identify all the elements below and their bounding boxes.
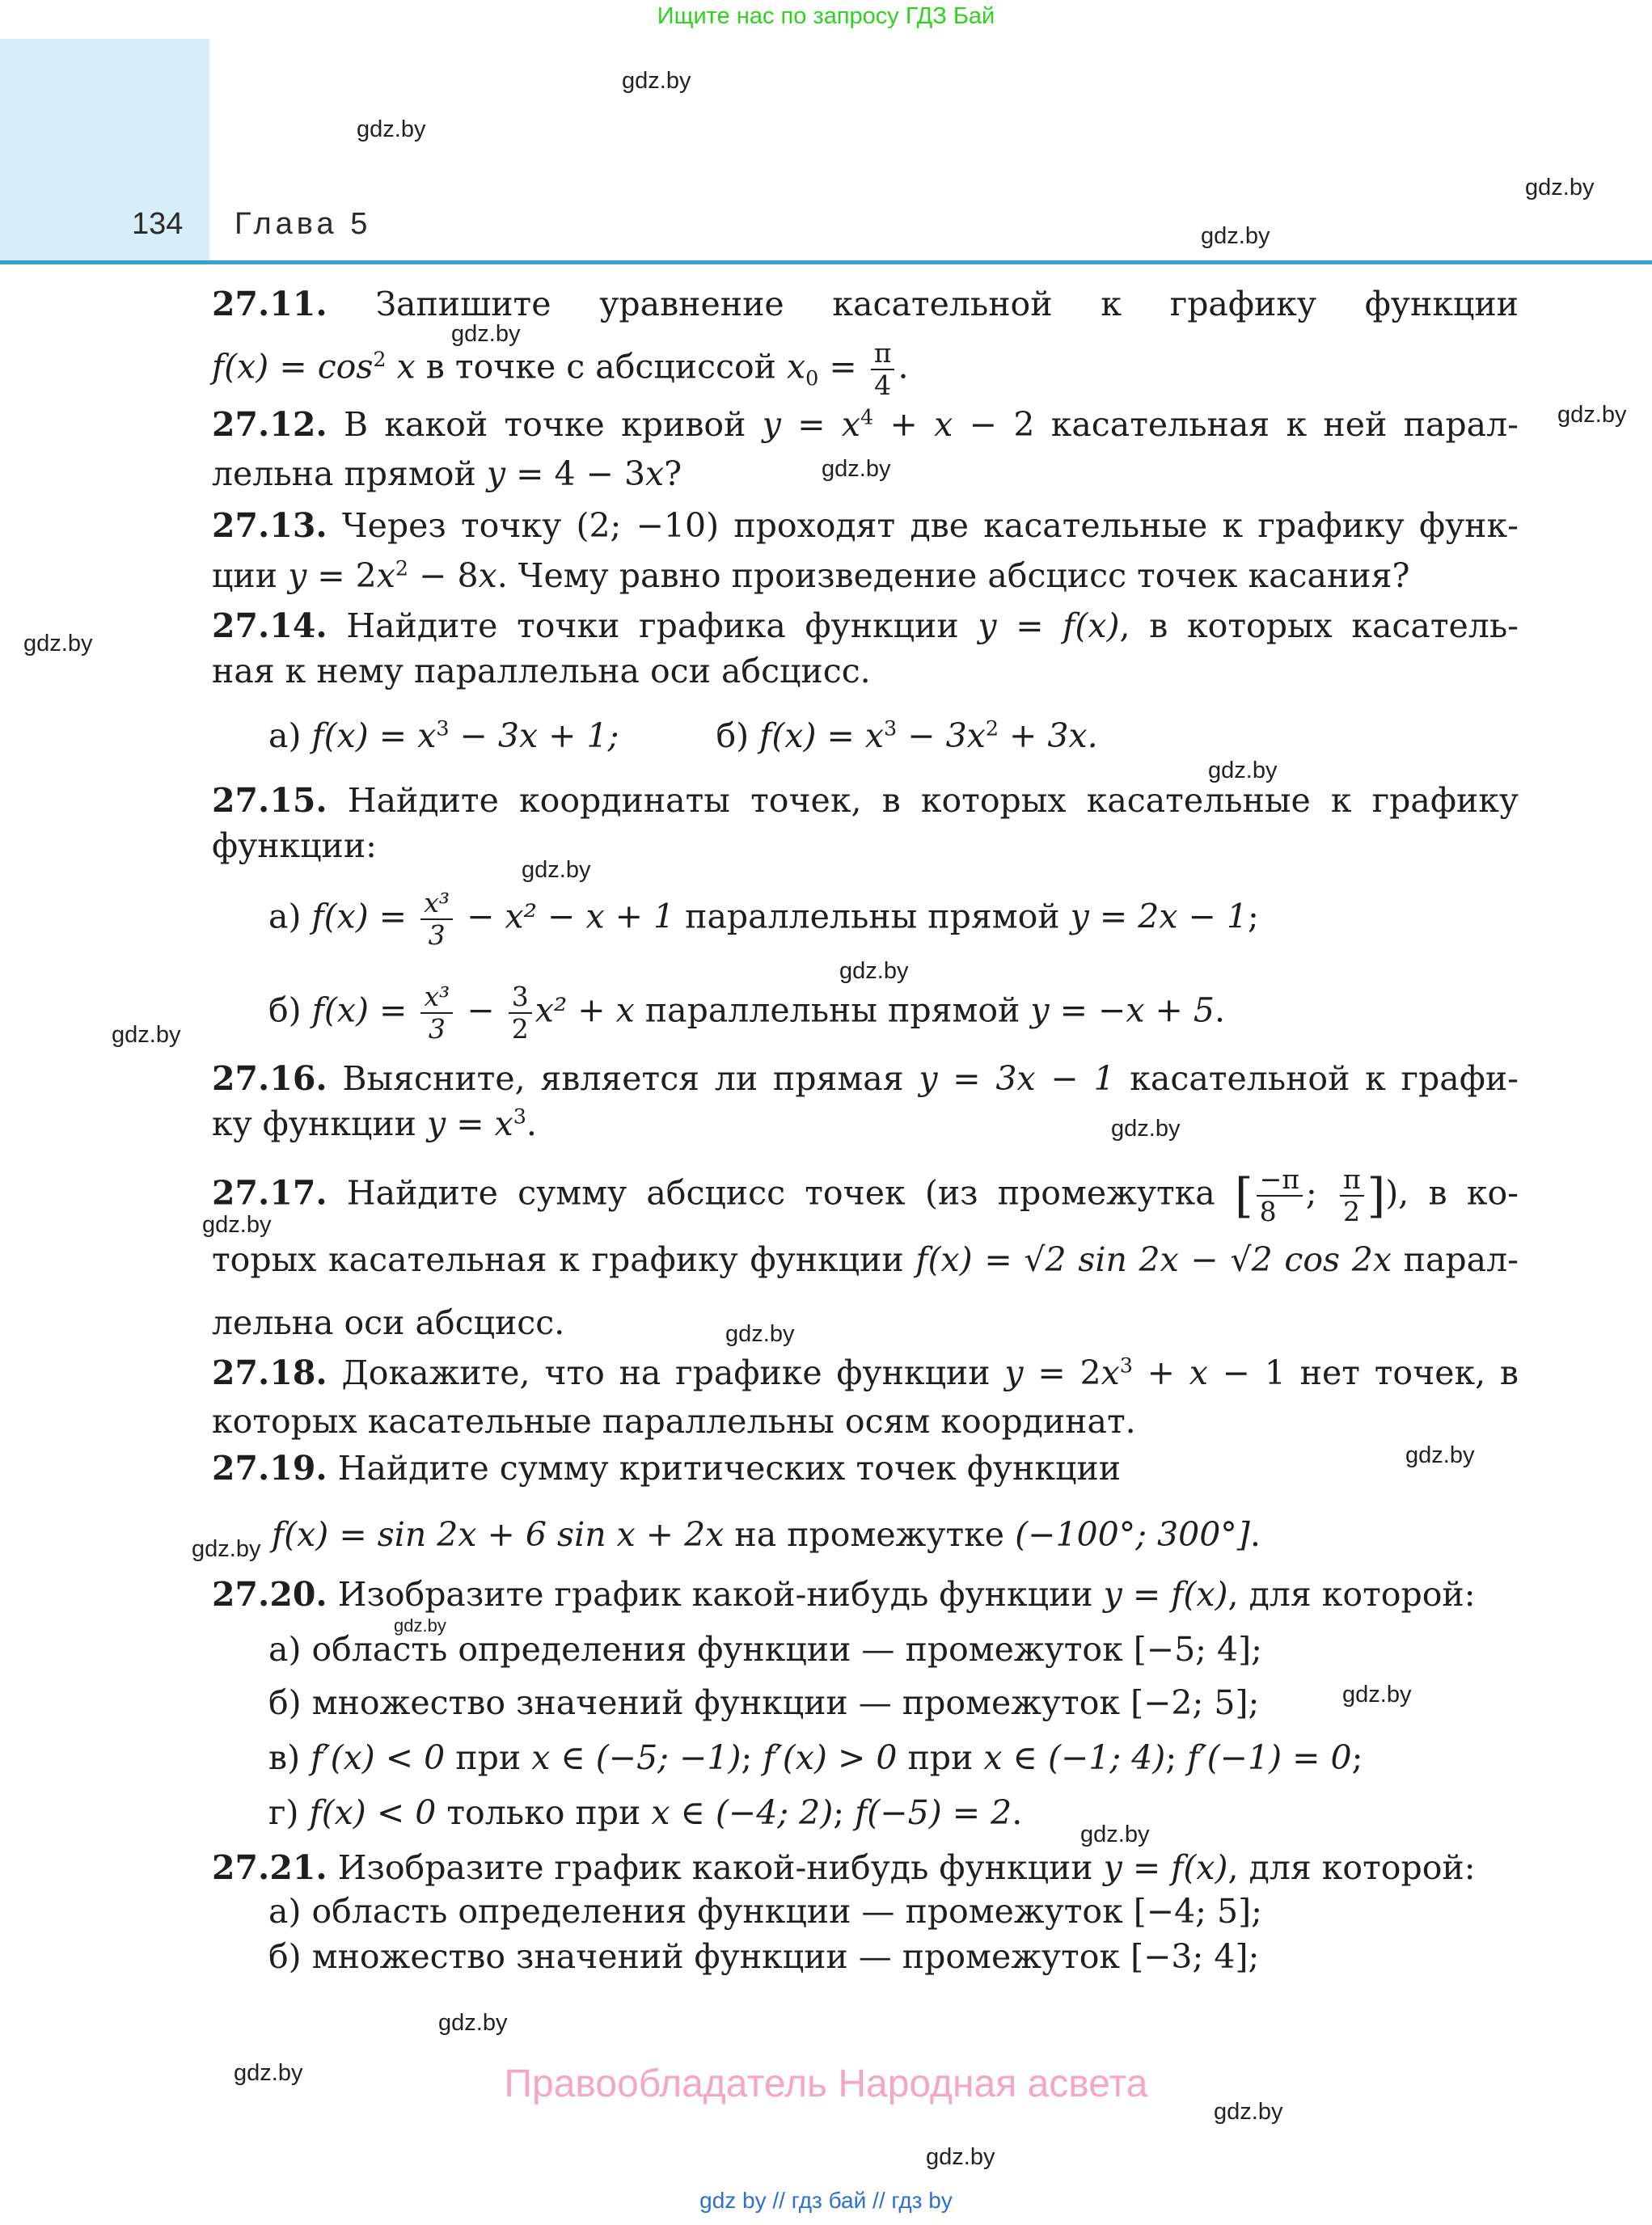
watermark: gdz.by — [234, 2060, 303, 2086]
problem-27-20-b: б) множество значений функции — промежуток [−2; 5]; — [268, 1683, 1260, 1722]
header-divider — [0, 260, 1652, 264]
problem-27-13: 27.13. Через точку (2; −10) проходят две касательные к графику функ- — [212, 506, 1519, 545]
problem-27-16-line2: ку функции $y = x^3$. — [212, 1104, 537, 1143]
watermark: gdz.by — [192, 1536, 261, 1562]
watermark: gdz.by — [1342, 1682, 1412, 1708]
problem-27-14-line2: ная к нему параллельна оси абсцисс. — [212, 652, 871, 690]
problem-27-14-options: а) $f(x) = x^3 - 3x + 1$; б) $f(x) = x^3 - 3x^2 + 3x$. — [268, 716, 1098, 755]
watermark: gdz.by — [926, 2144, 995, 2170]
watermark: gdz.by — [394, 1615, 446, 1636]
problem-27-20-a: а) область определения функции — промежуток [−5; 4]; — [268, 1630, 1262, 1669]
problem-27-11: 27.11. Запишите уравнение касательной к графику функции — [212, 285, 1519, 323]
problem-27-17: 27.17. Найдите сумму абсцисс точек (из промежутка [ $\frac{-\pi}{8}$ ; $\frac{\pi}{2}$ ]), в ко- — [212, 1163, 1519, 1227]
rightholder-notice: Правообладатель Народная асвета — [504, 2062, 1148, 2105]
problem-27-17-line2: торых касательная к графику функции f(x) = √2 sin 2x − √2 cos 2x парал- — [212, 1240, 1519, 1279]
watermark: gdz.by — [1111, 1116, 1181, 1142]
watermark: gdz.by — [522, 857, 591, 883]
watermark: gdz.by — [1405, 1442, 1475, 1468]
watermark: gdz.by — [839, 958, 909, 984]
problem-27-18-line2: которых касательные параллельны осям координат. — [212, 1402, 1136, 1441]
watermark: gdz.by — [451, 321, 521, 347]
watermark: gdz.by — [725, 1321, 795, 1347]
problem-27-19-line2: f(x) = sin 2x + 6 sin x + 2x на промежутке (−100°; 300°]. — [272, 1515, 1261, 1554]
problem-27-15-b: б) f(x) = $\frac{\text{x³}}{3}$ − $\frac{3}{2}$ x² + x параллельны прямой y = −x + 5. — [268, 981, 1225, 1045]
page-number: 134 — [132, 207, 184, 241]
problem-27-13-line2: ции $y = 2x^2 - 8x$. Чему равно произведение абсцисс точек касания? — [212, 555, 1410, 595]
problem-27-20-d: г) f(x) < 0 только при x ∈ (−4; 2); f(−5) = 2. — [268, 1793, 1023, 1832]
problem-27-19: 27.19. Найдите сумму критических точек функции — [212, 1449, 1122, 1488]
search-banner: Ищите нас по запросу ГДЗ Бай — [657, 3, 995, 29]
footer-links[interactable]: gdz by // гдз бай // гдз by — [699, 2188, 953, 2213]
watermark: gdz.by — [1214, 2099, 1283, 2125]
watermark: gdz.by — [1080, 1822, 1150, 1847]
watermark: gdz.by — [1557, 402, 1627, 428]
watermark: gdz.by — [622, 68, 691, 94]
problem-27-21-a: а) область определения функции — промежуток [−4; 5]; — [268, 1892, 1262, 1931]
watermark: gdz.by — [112, 1022, 181, 1048]
problem-27-18: 27.18. Докажите, что на графике функции $y = 2x^3 + x - 1$ нет точек, в — [212, 1353, 1519, 1392]
watermark: gdz.by — [822, 456, 891, 482]
watermark: gdz.by — [202, 1212, 272, 1238]
problem-27-21-b: б) множество значений функции — промежуток [−3; 4]; — [268, 1937, 1260, 1976]
problem-27-20-c: в) f′(x) < 0 при x ∈ (−5; −1); f′(x) > 0 при x ∈ (−1; 4); f′(−1) = 0; — [268, 1738, 1363, 1777]
problem-27-17-line3: лельна оси абсцисс. — [212, 1303, 565, 1342]
problem-27-11-line2: $f(x) = \cos^2 x$ в точке с абсциссой $x_0$ = $\frac{\pi}{4}$ . — [212, 337, 909, 401]
problem-27-15-line2: функции: — [212, 826, 377, 865]
watermark: gdz.by — [23, 631, 93, 657]
problem-27-14: 27.14. Найдите точки графика функции y = f(x), в которых касатель- — [212, 606, 1519, 645]
watermark: gdz.by — [1201, 223, 1270, 249]
problem-27-21: 27.21. Изобразите график какой-нибудь функции y = f(x), для которой: — [212, 1848, 1476, 1887]
problem-27-20: 27.20. Изобразите график какой-нибудь функции y = f(x), для которой: — [212, 1575, 1476, 1614]
problem-27-12: 27.12. В какой точке кривой $y = x^4 + x - 2$ касательная к ней парал- — [212, 404, 1519, 444]
problem-27-15-a: а) f(x) = $\frac{\text{x³}}{3}$ − x² − x + 1 параллельны прямой y = 2x − 1; — [268, 887, 1259, 951]
problem-27-16: 27.16. Выясните, является ли прямая y = 3x − 1 касательной к графи- — [212, 1059, 1519, 1098]
problem-27-12-line2: лельна прямой y = 4 − 3x? — [212, 454, 682, 493]
chapter-title: Глава 5 — [234, 207, 372, 241]
problem-27-15: 27.15. Найдите координаты точек, в которых касательные к графику — [212, 781, 1519, 820]
watermark: gdz.by — [357, 116, 426, 142]
watermark: gdz.by — [1525, 175, 1595, 201]
watermark: gdz.by — [438, 2010, 508, 2036]
watermark: gdz.by — [1208, 758, 1278, 783]
